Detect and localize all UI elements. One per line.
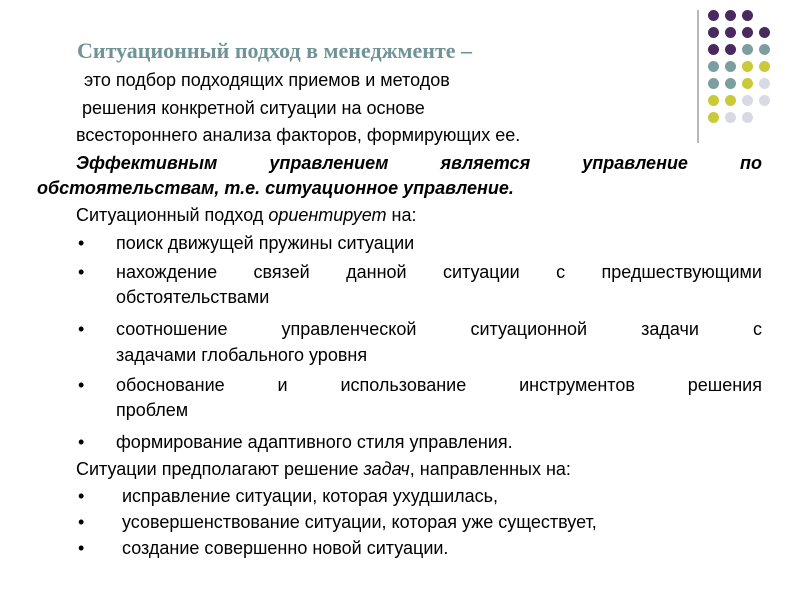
decorative-dot	[708, 95, 719, 106]
tasks-lead-text: Ситуации предполагают решение	[76, 459, 364, 479]
tasks-lead-end: , направленных на:	[409, 459, 571, 479]
decorative-dot	[742, 61, 753, 72]
decorative-dot	[708, 27, 719, 38]
definition-line-2: решения конкретной ситуации на основе	[82, 98, 425, 118]
emphasis-line-1: Эффективным управлением является управление по	[76, 153, 762, 173]
orientation-item-2-line-1: нахождение связей данной ситуации с предшествующими	[116, 262, 762, 282]
decorative-dot	[742, 44, 753, 55]
decorative-dot	[742, 95, 753, 106]
decorative-dot	[759, 95, 770, 106]
bullet-symbol: •	[78, 538, 85, 558]
bullet-symbol: •	[78, 512, 85, 532]
decorative-dot	[708, 61, 719, 72]
bullet-symbol: •	[78, 375, 85, 395]
bullet-symbol: •	[78, 233, 85, 253]
divider-line	[697, 10, 699, 143]
decorative-dot	[725, 95, 736, 106]
orientation-lead-text: Ситуационный подход	[76, 205, 269, 225]
decorative-dot	[708, 78, 719, 89]
orientation-lead	[76, 204, 416, 226]
orientation-item-3-line-1: соотношение управленческой ситуационной задачи с	[116, 319, 762, 339]
decorative-dot	[742, 78, 753, 89]
orientation-item-4-line-1: обоснование и использование инструментов решения	[116, 375, 762, 395]
emphasis-line-2: обстоятельствам, т.е. ситуационное управление.	[37, 178, 514, 198]
tasks-lead-italic: задач	[363, 459, 410, 479]
orientation-item-1: поиск движущей пружины ситуации	[116, 233, 415, 253]
decorative-dot	[742, 27, 753, 38]
orientation-item-3-line-2: задачами глобального уровня	[116, 345, 368, 365]
bullet-symbol: •	[78, 432, 85, 452]
decorative-dot	[759, 78, 770, 89]
decorative-dot	[759, 27, 770, 38]
orientation-lead-italic: ориентирует	[268, 205, 387, 225]
decorative-dot	[725, 78, 736, 89]
decorative-dot	[725, 10, 736, 21]
decorative-dot	[759, 44, 770, 55]
orientation-item-2-line-2: обстоятельствами	[116, 287, 270, 307]
definition-line-1: это подбор подходящих приемов и методов	[84, 70, 450, 90]
decorative-dots	[708, 10, 798, 130]
bullet-symbol: •	[78, 486, 85, 506]
decorative-dot	[708, 10, 719, 21]
decorative-dot	[759, 61, 770, 72]
decorative-dot	[725, 44, 736, 55]
decorative-dot	[742, 112, 753, 123]
decorative-dot	[708, 112, 719, 123]
orientation-lead-end: на:	[386, 205, 417, 225]
tasks-lead	[76, 458, 571, 480]
orientation-item-4-line-2: проблем	[116, 400, 189, 420]
orientation-item-5: формирование адаптивного стиля управления.	[116, 432, 513, 452]
bullet-symbol: •	[78, 262, 85, 282]
decorative-dot	[725, 61, 736, 72]
definition-line-3: всестороннего анализа факторов, формирующих ее.	[76, 125, 521, 145]
tasks-item-1: исправление ситуации, которая ухудшилась,	[122, 486, 499, 506]
decorative-dot	[725, 112, 736, 123]
title-text: Ситуационный подход в менеджменте	[77, 38, 456, 63]
bullet-symbol: •	[78, 319, 85, 339]
tasks-item-3: создание совершенно новой ситуации.	[122, 538, 449, 558]
tasks-item-2: усовершенствование ситуации, которая уже существует,	[122, 512, 597, 532]
decorative-dot	[725, 27, 736, 38]
slide-title	[77, 38, 687, 64]
decorative-dot	[742, 10, 753, 21]
title-dash: –	[455, 38, 473, 63]
decorative-dot	[708, 44, 719, 55]
